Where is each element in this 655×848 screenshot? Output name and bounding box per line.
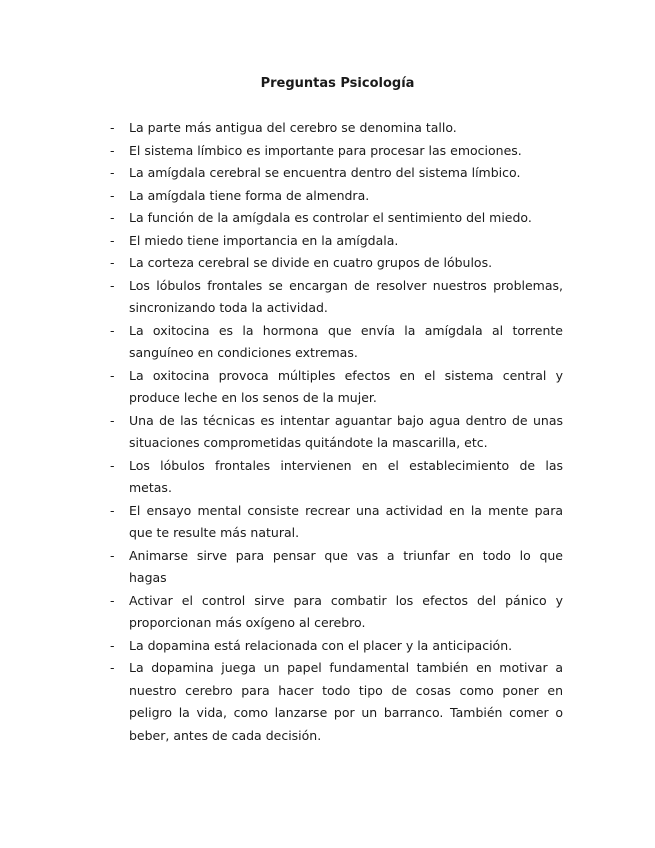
bullet-dash: - [110, 322, 115, 338]
list-item-text-line: La amígdala cerebral se encuentra dentro del sistema límbico. [129, 165, 521, 180]
list-item-text-line: Una de las técnicas es intentar aguantar bajo agua dentro de unas [129, 412, 563, 428]
bullet-dash: - [110, 592, 115, 608]
list-item [108, 230, 563, 253]
list-item-text-line: nuestro cerebro para hacer todo tipo de cosas como poner en [129, 682, 563, 698]
list-item [108, 275, 563, 320]
bullet-dash: - [110, 210, 115, 225]
list-item-text-line: proporcionan más oxígeno al cerebro. [129, 615, 366, 630]
list-item [108, 117, 563, 140]
bullet-dash: - [110, 187, 115, 203]
list-item [108, 320, 563, 365]
bullet-dash: - [110, 142, 115, 158]
bullet-dash: - [110, 165, 115, 180]
list-item-text-line: La corteza cerebral se divide en cuatro grupos de lóbulos. [129, 255, 493, 270]
list-item [108, 140, 563, 163]
bullet-dash: - [110, 547, 115, 563]
list-item [108, 657, 563, 747]
list-item-text-line: hagas [129, 570, 167, 585]
list-item-text-line: beber, antes de cada decisión. [129, 727, 322, 743]
bullet-dash: - [110, 277, 115, 293]
list-item-text-line: peligro la vida, como lanzarse por un barranco. También comer o [129, 705, 563, 720]
bullet-dash: - [110, 232, 115, 248]
list-item-text-line: que te resulte más natural. [129, 525, 300, 540]
list-item [108, 635, 563, 658]
list-item-text-line: Los lóbulos frontales intervienen en el establecimiento de las [129, 457, 563, 473]
list-item-text-line: sanguíneo en condiciones extremas. [129, 345, 358, 360]
bullet-dash: - [110, 412, 115, 428]
list-item-text-line: El sistema límbico es importante para procesar las emociones. [129, 142, 522, 158]
list-item-text-line: El ensayo mental consiste recrear una actividad en la mente para [129, 502, 563, 518]
list-item-text-line: La función de la amígdala es controlar el sentimiento del miedo. [129, 210, 532, 225]
list-item-text-line: produce leche en los senos de la mujer. [129, 390, 377, 405]
list-item [108, 455, 563, 500]
bullet-dash: - [110, 255, 115, 270]
list-item [108, 590, 563, 635]
document-title: Preguntas Psicología [260, 76, 415, 91]
bullet-dash: - [110, 637, 115, 653]
list-item-text-line: situaciones comprometidas quitándote la mascarilla, etc. [129, 435, 488, 450]
list-item-text-line: metas. [129, 480, 172, 495]
bullet-dash: - [110, 120, 115, 135]
list-item-text-line: sincronizando toda la actividad. [129, 300, 328, 315]
list-item-text-line: Animarse sirve para pensar que vas a triunfar en todo lo que [129, 547, 563, 563]
bullet-dash: - [110, 367, 115, 383]
bullet-dash: - [110, 660, 115, 675]
list-item-text-line: La oxitocina es la hormona que envía la amígdala al torrente [129, 322, 563, 338]
list-item [108, 545, 563, 590]
bullet-dash: - [110, 457, 115, 473]
list-item-text-line: La amígdala tiene forma de almendra. [129, 187, 370, 203]
list-item [108, 185, 563, 208]
list-item-text-line: Los lóbulos frontales se encargan de resolver nuestros problemas, [129, 277, 563, 293]
list-item [108, 252, 563, 275]
bullet-dash: - [110, 502, 115, 518]
list-item [108, 500, 563, 545]
list-item-text-line: La parte más antigua del cerebro se denomina tallo. [129, 120, 457, 135]
list-item-text-line: La dopamina juega un papel fundamental también en motivar a [129, 660, 563, 675]
list-item [108, 207, 563, 230]
bullet-list [108, 117, 563, 747]
list-item-text-line: Activar el control sirve para combatir los efectos del pánico y [129, 592, 563, 608]
list-item-text-line: La dopamina está relacionada con el placer y la anticipación. [129, 637, 513, 653]
list-item [108, 162, 563, 185]
list-item [108, 410, 563, 455]
list-item-text-line: La oxitocina provoca múltiples efectos en el sistema central y [129, 367, 563, 383]
list-item [108, 365, 563, 410]
list-item-text-line: El miedo tiene importancia en la amígdala. [129, 232, 399, 248]
